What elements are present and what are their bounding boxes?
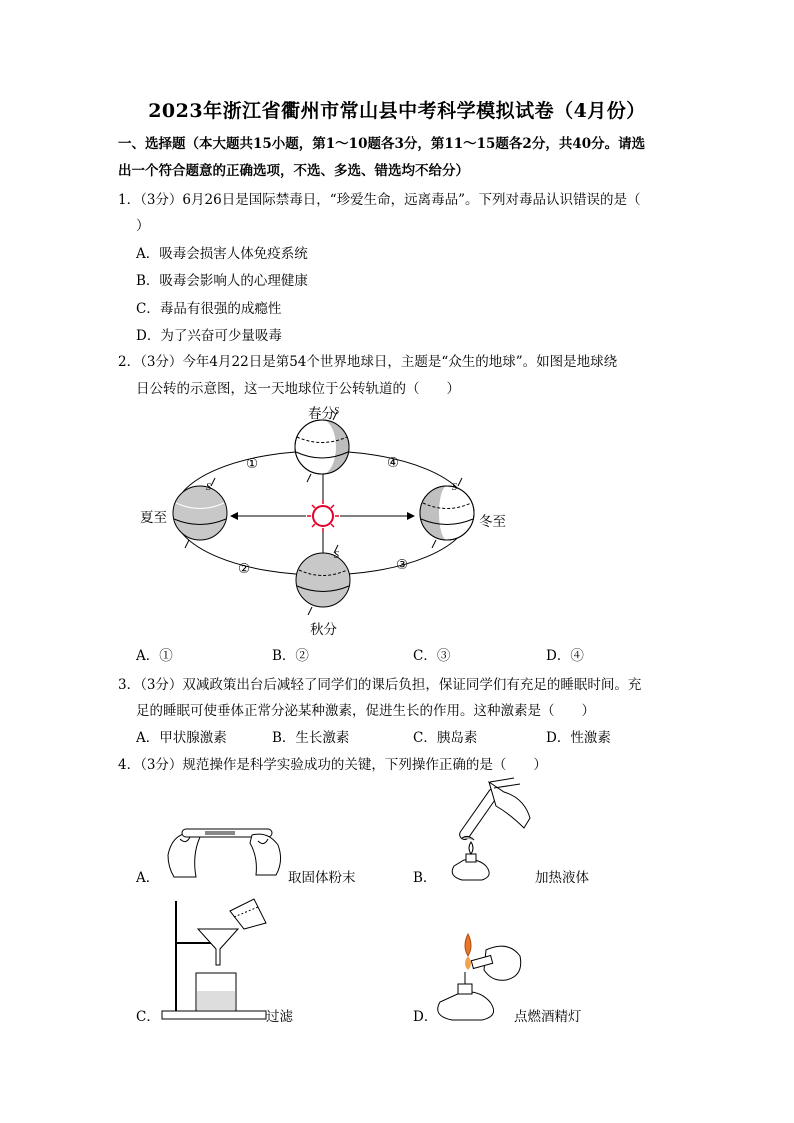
q2-option-a: A．① xyxy=(136,648,173,664)
earth-spring-icon xyxy=(295,412,349,482)
summer-sun-mark: S xyxy=(206,482,211,493)
autumn-sun-mark: S xyxy=(334,550,339,561)
question-3-stem-cont: 足的睡眠可使垂体正常分泌某种激素，促进生长的作用。这种激素是（ ） xyxy=(136,703,595,719)
q2-option-d: D．④ xyxy=(546,648,584,664)
orbit-position-2: ② xyxy=(238,561,251,577)
illustration-filtration-icon xyxy=(158,893,274,1023)
question-2-stem: 2．（3分）今年4月22日是第54个世界地球日，主题是“众生的地球”。如图是地球绕 xyxy=(118,354,618,370)
question-4-stem: 4．（3分）规范操作是科学实验成功的关键，下列操作正确的是（ ） xyxy=(118,757,547,773)
winter-sun-mark: S xyxy=(452,482,457,493)
q1-option-a: A．吸毒会损害人体免疫系统 xyxy=(136,246,308,262)
illustration-powder-icon xyxy=(160,815,290,885)
q4-option-a-letter: A． xyxy=(136,870,160,886)
earth-winter-icon xyxy=(420,478,474,548)
q1-option-b: B．吸毒会影响人的心理健康 xyxy=(136,273,308,289)
q3-option-c: C．胰岛素 xyxy=(413,730,478,746)
illustration-alcohol-lamp-icon xyxy=(432,930,524,1025)
spring-sun-mark: S xyxy=(334,406,339,417)
orbit-position-3: ③ xyxy=(396,557,409,573)
question-2-stem-cont: 日公转的示意图，这一天地球位于公转轨道的（ ） xyxy=(136,381,460,397)
q1-option-d: D．为了兴奋可少量吸毒 xyxy=(136,328,282,344)
orbit-position-4: ④ xyxy=(387,455,400,471)
label-spring-equinox: 春分 xyxy=(308,406,335,422)
q2-option-b: B．② xyxy=(272,648,309,664)
label-autumn-equinox: 秋分 xyxy=(310,622,337,638)
question-1-stem-cont: ） xyxy=(136,218,150,234)
q2-option-c: C．③ xyxy=(413,648,451,664)
q4-option-d-caption: 点燃酒精灯 xyxy=(514,1009,582,1025)
question-3-stem: 3．（3分）双减政策出台后减轻了同学们的课后负担，保证同学们有充足的睡眠时间。充 xyxy=(118,677,642,693)
q3-option-d: D．性激素 xyxy=(546,730,611,746)
label-winter-solstice: 冬至 xyxy=(479,514,506,530)
q4-option-a-caption: 取固体粉末 xyxy=(288,870,356,886)
q4-option-d-letter: D． xyxy=(413,1009,438,1025)
sun-icon xyxy=(307,500,339,532)
orbit-position-1: ① xyxy=(246,456,259,472)
earth-autumn-icon xyxy=(296,545,350,615)
question-1-stem: 1．（3分）6月26日是国际禁毒日，“珍爱生命，远离毒品”。下列对毒品认识错误的是（ xyxy=(118,192,641,208)
q4-option-b-letter: B． xyxy=(413,870,437,886)
section-header-line2: 出一个符合题意的正确选项，不选、多选、错选均不给分） xyxy=(118,163,469,179)
illustration-heating-icon xyxy=(434,778,544,886)
q4-option-b-caption: 加热液体 xyxy=(535,870,589,886)
q3-option-b: B．生长激素 xyxy=(272,730,350,746)
q4-option-c-letter: C． xyxy=(136,1009,160,1025)
q4-option-c-caption: 过滤 xyxy=(266,1009,293,1025)
earth-summer-icon xyxy=(173,478,227,548)
q3-option-a: A．甲状腺激素 xyxy=(136,730,227,746)
q1-option-c: C．毒品有很强的成瘾性 xyxy=(136,301,282,317)
label-summer-solstice: 夏至 xyxy=(140,510,167,526)
section-header-line1: 一、选择题（本大题共15小题，第1～10题各3分，第11～15题各2分，共40分。请选 xyxy=(118,136,646,152)
page-title: 2023年浙江省衢州市常山县中考科学模拟试卷（4月份） xyxy=(148,100,646,122)
